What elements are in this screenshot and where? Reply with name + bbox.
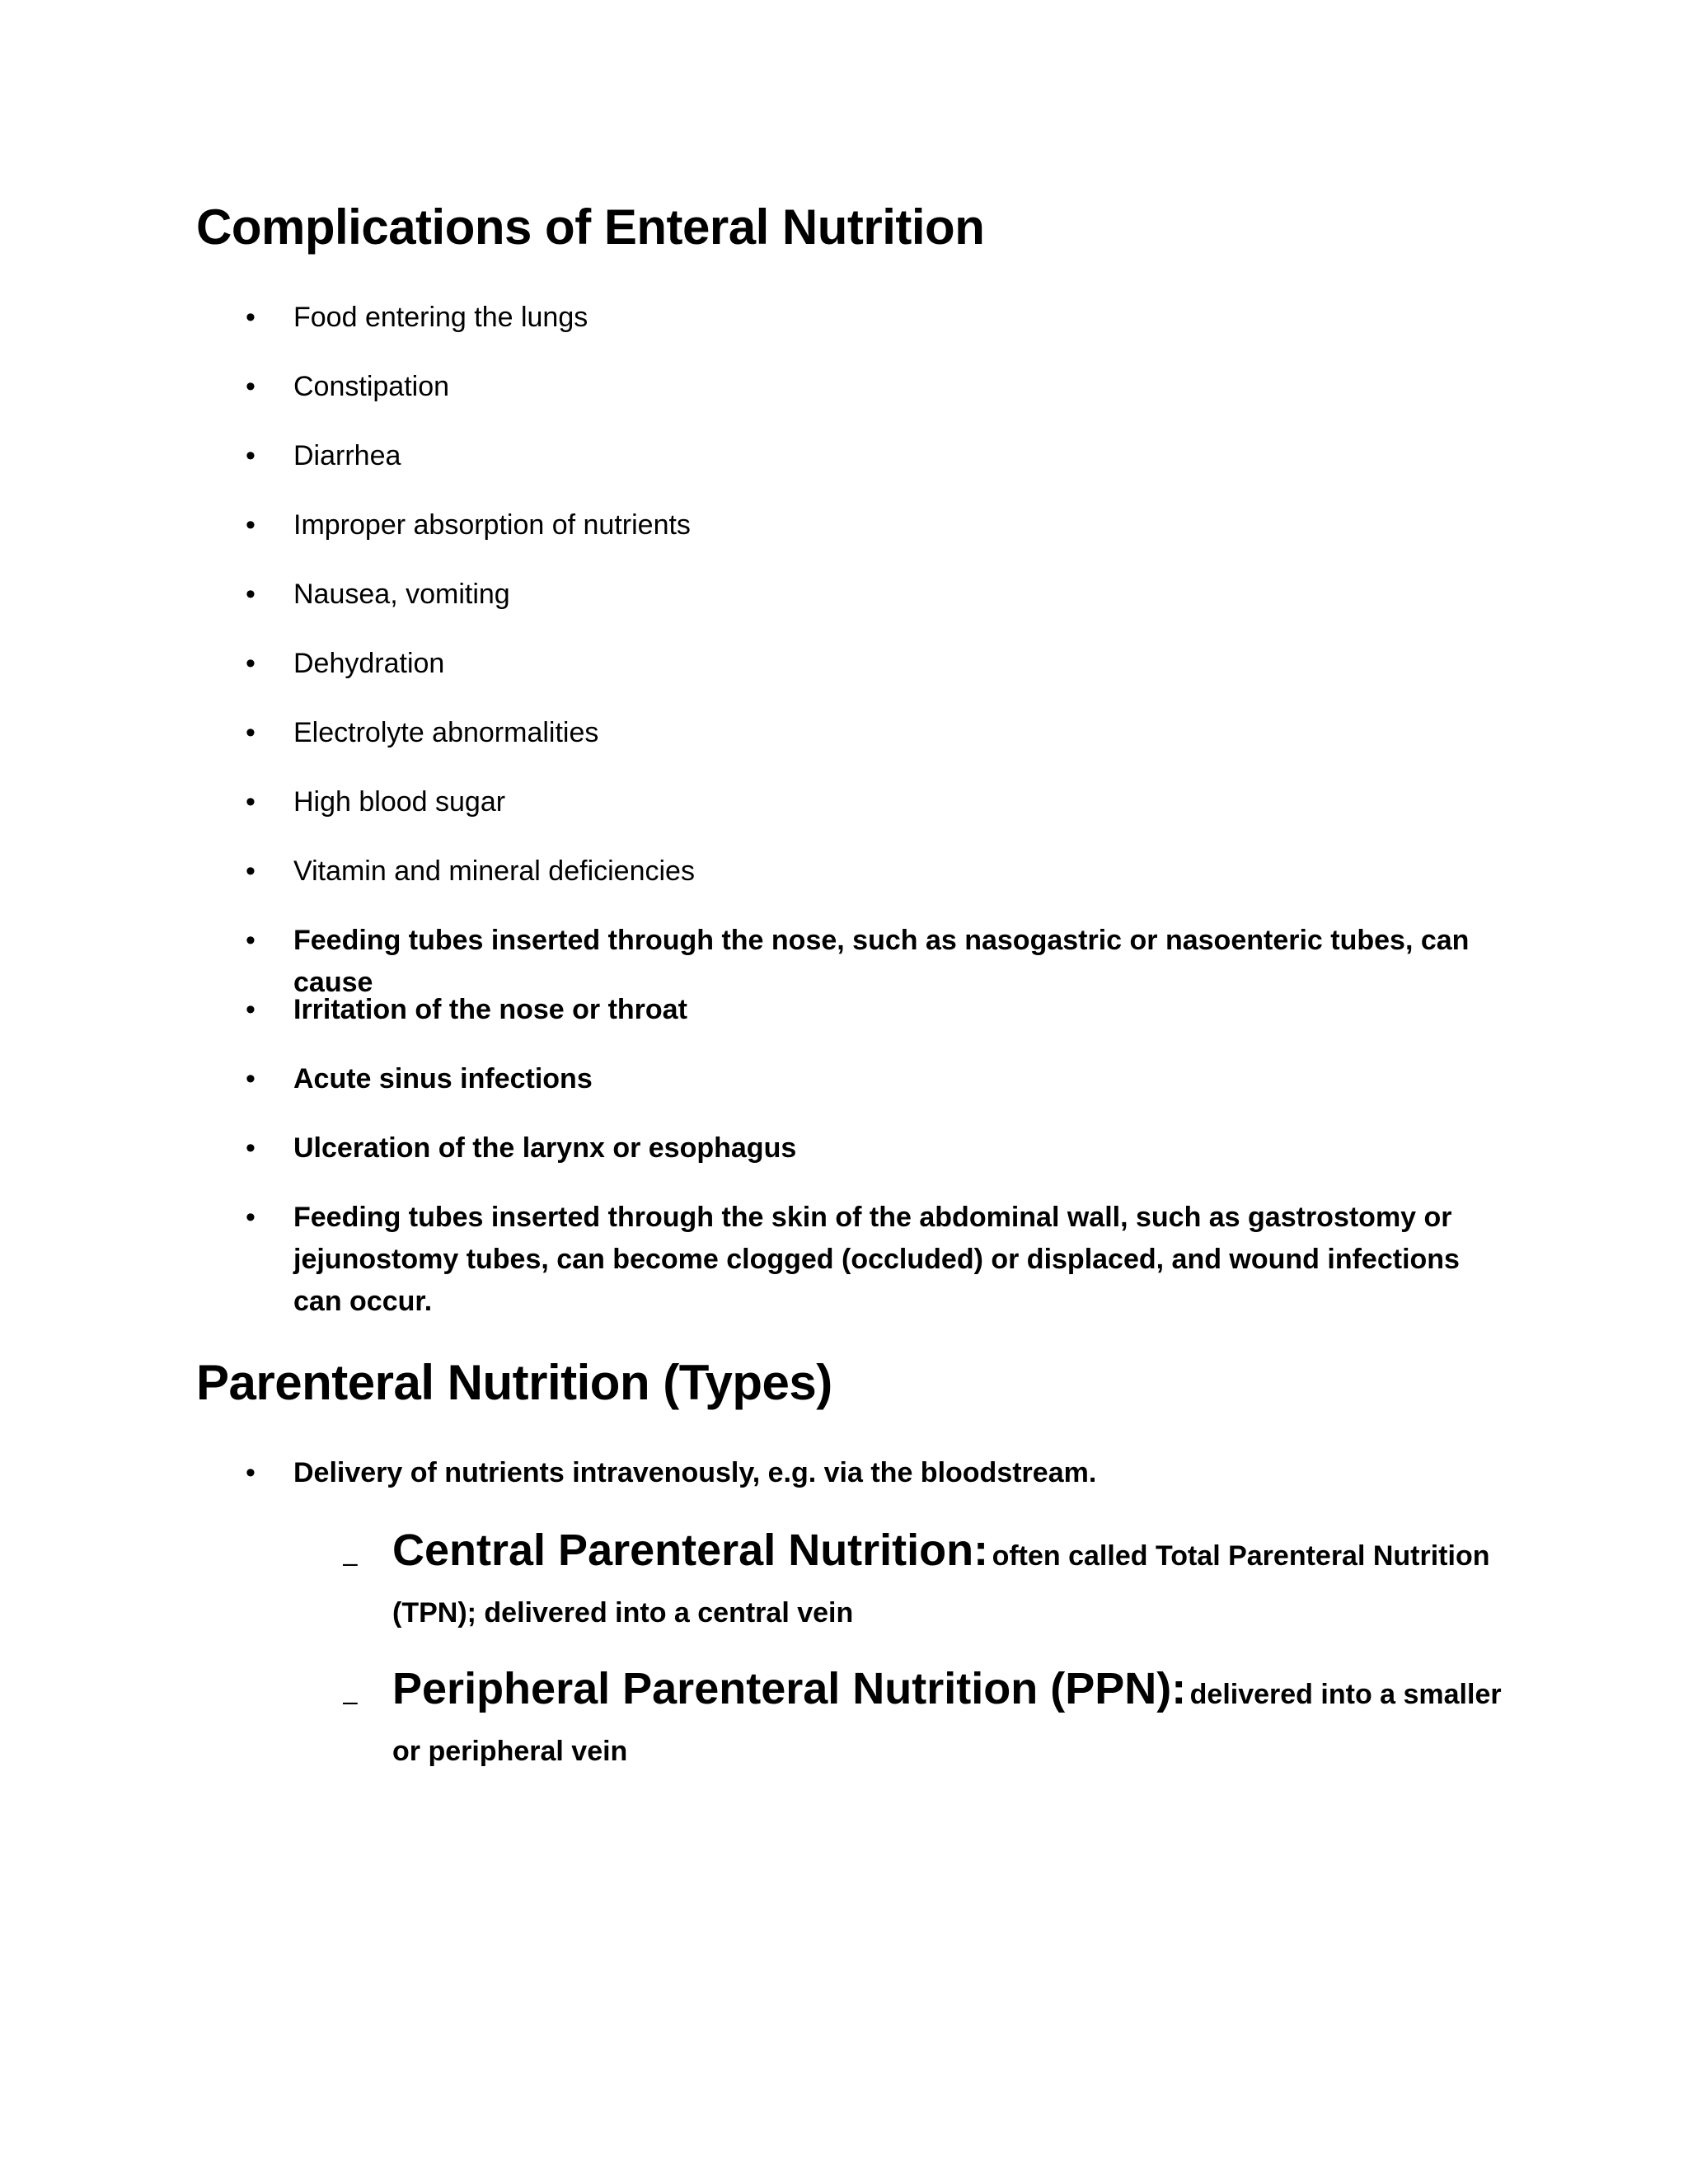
list-item-text: Electrolyte abnormalities [293, 717, 599, 748]
bullet-icon: • [246, 509, 256, 541]
bullet-icon: • [246, 1457, 256, 1488]
list-item-text: Nausea, vomiting [293, 579, 510, 610]
list-item [246, 643, 1498, 685]
bullet-icon: • [246, 1132, 256, 1164]
list-item-text: Dehydration [293, 648, 445, 679]
bullet-icon: • [246, 994, 256, 1025]
definition-term: Peripheral Parenteral Nutrition (PPN): [392, 1664, 1187, 1713]
section-title-enteral-complications: Complications of Enteral Nutrition [196, 199, 985, 255]
list-item-text: Improper absorption of nutrients [293, 509, 691, 541]
bullet-icon: • [246, 1063, 256, 1094]
list-item-text: Vitamin and mineral deficiencies [293, 855, 695, 887]
list-item-text: Feeding tubes inserted through the nose, such as nasogastric or nasoenteric tubes, can cause [293, 925, 1470, 998]
sub-list-item-peripheral [343, 1663, 1513, 1783]
definition-description: often called Total Parenteral Nutrition (TPN); delivered into a central vein [392, 1540, 1490, 1629]
list-item [246, 504, 1498, 546]
definition-term: Central Parenteral Nutrition: [392, 1526, 989, 1575]
bullet-icon: • [246, 925, 256, 956]
sub-list-item-body [392, 1525, 1513, 1644]
list-item [246, 1452, 1498, 1494]
bullet-icon: • [246, 648, 256, 679]
list-item [246, 781, 1498, 823]
list-item-text: Delivery of nutrients intravenously, e.g. via the bloodstream. [293, 1457, 1097, 1488]
sub-list-item-central [343, 1525, 1513, 1644]
list-item [246, 851, 1498, 893]
list-item [246, 1197, 1498, 1323]
bullet-icon: • [246, 371, 256, 402]
bullet-icon: • [246, 855, 256, 887]
list-item-text: Irritation of the nose or throat [293, 994, 687, 1025]
list-item-text: Food entering the lungs [293, 302, 588, 333]
sub-list-item-body [392, 1663, 1513, 1783]
list-item-text: Ulceration of the larynx or esophagus [293, 1132, 797, 1164]
list-item [246, 712, 1498, 754]
list-item [246, 989, 1498, 1031]
list-item [246, 366, 1498, 408]
list-item [246, 1058, 1498, 1100]
list-item [246, 1127, 1498, 1169]
list-item-text: Acute sinus infections [293, 1063, 593, 1094]
bullet-icon: • [246, 786, 256, 818]
list-item-text: Diarrhea [293, 440, 401, 471]
list-item [246, 435, 1498, 477]
list-item-text: High blood sugar [293, 786, 506, 818]
definition-description: delivered into a smaller or peripheral vein [392, 1679, 1502, 1767]
section-title-parenteral-types: Parenteral Nutrition (Types) [196, 1355, 832, 1410]
list-item-text: Constipation [293, 371, 450, 402]
bullet-icon: • [246, 302, 256, 333]
list-item-text: Feeding tubes inserted through the skin of the abdominal wall, such as gastrostomy or jejunostomy tubes, can become clogged (occluded) or displaced, and wound infections can occur. [293, 1202, 1460, 1317]
bullet-icon: • [246, 579, 256, 610]
list-item [246, 574, 1498, 616]
dash-icon: – [343, 1686, 358, 1716]
bullet-icon: • [246, 440, 256, 471]
bullet-icon: • [246, 1202, 256, 1233]
bullet-icon: • [246, 717, 256, 748]
dash-icon: – [343, 1548, 358, 1577]
list-item [246, 297, 1498, 339]
